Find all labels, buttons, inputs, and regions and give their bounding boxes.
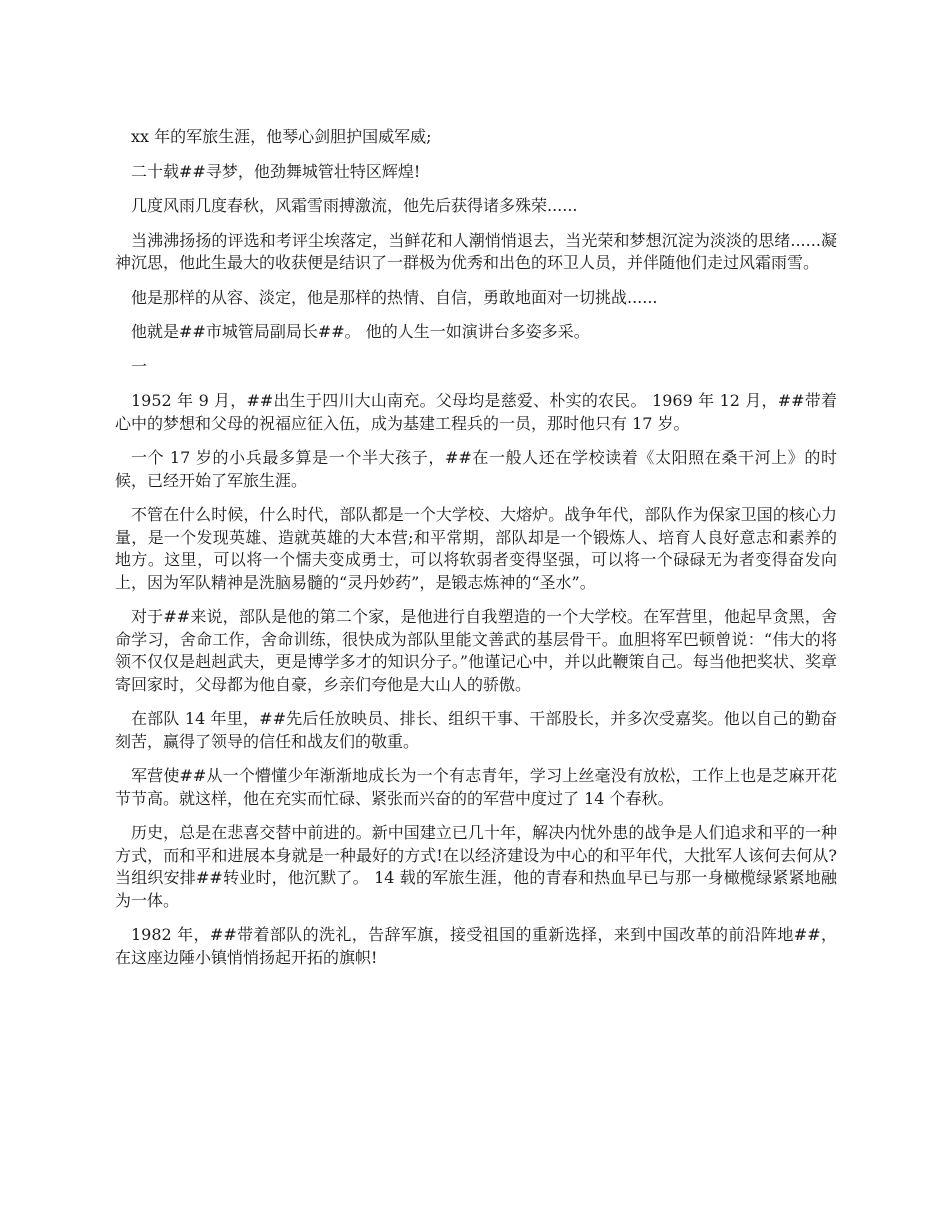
article-body (115, 126, 837, 981)
paragraph: 他是那样的从容、淡定，他是那样的热情、自信，勇敢地面对一切挑战...... (131, 287, 658, 307)
paragraph: 对于##来说，部队是他的第二个家，是他进行自我塑造的一个大学校。在军营里，他起早贪黑，舍命学习，舍命工作，舍命训练，很快成为部队里能文善武的基层骨干。血胆将军巴顿曾说：“伟大的将领不仅仅是赳赳武夫，更是博学多才的知识分子。”他谨记心中，并以此鞭策自己。每当他把奖状、奖章寄回家时，父母都为他自豪，乡亲们夸他是大山人的骄傲。 (115, 607, 837, 694)
paragraph: xx 年的军旅生涯，他琴心剑胆护国威军威; (131, 127, 432, 146)
paragraph: 当沸沸扬扬的评选和考评尘埃落定，当鲜花和人潮悄悄退去，当光荣和梦想沉淀为淡淡的思绪......凝神沉思，他此生最大的收获便是结识了一群极为优秀和出色的环卫人员，并伴随他们走过风霜雨雪。 (115, 230, 837, 272)
paragraph: 不管在什么时候，什么时代，部队都是一个大学校、大熔炉。战争年代，部队作为保家卫国的核心力量，是一个发现英雄、造就英雄的大本营;和平常期，部队却是一个锻炼人、培育人良好意志和素养的地方。这里，可以将一个懦夫变成勇士，可以将软弱者变得坚强，可以将一个碌碌无为者变得奋发向上，因为军队精神是洗脑易髓的“灵丹妙药”，是锻志炼神的“圣水”。 (115, 505, 837, 592)
paragraph: 几度风雨几度春秋，风霜雪雨搏激流，他先后获得诸多殊荣...... (131, 196, 578, 215)
section-number: 一 (131, 356, 148, 376)
paragraph: 1952 年 9 月，##出生于四川大山南充。父母均是慈爱、朴实的农民。 1969 年 12 月，##带着心中的梦想和父母的祝福应征入伍，成为基建工程兵的一员，那时他只有 17 岁。 (115, 391, 837, 433)
paragraph: 在部队 14 年里，##先后任放映员、排长、组织干事、干部股长，并多次受嘉奖。他以自己的勤奋刻苦，赢得了领导的信任和战友们的敬重。 (115, 709, 837, 751)
paragraph: 历史，总是在悲喜交替中前进的。新中国建立已几十年，解决内忧外患的战争是人们追求和平的一种方式，而和平和进展本身就是一种最好的方式!在以经济建设为中心的和平年代，大批军人该何去何从?当组织安排##转业时，他沉默了。 14 载的军旅生涯，他的青春和热血早已与那一身橄榄绿紧紧地融为一体。 (115, 823, 837, 910)
paragraph: 军营使##从一个懵懂少年渐渐地成长为一个有志青年，学习上丝毫没有放松，工作上也是芝麻开花节节高。就这样，他在充实而忙碌、紧张而兴奋的的军营中度过了 14 个春秋。 (115, 766, 837, 808)
paragraph: 二十载##寻梦，他劲舞城管壮特区辉煌! (131, 161, 421, 181)
paragraph: 一个 17 岁的小兵最多算是一个半大孩子，##在一般人还在学校读着《太阳照在桑干河上》的时候，已经开始了军旅生涯。 (115, 448, 837, 490)
paragraph: 1982 年，##带着部队的洗礼，告辞军旗，接受祖国的重新选择，来到中国改革的前沿阵地##，在这座边陲小镇悄悄扬起开拓的旗帜! (115, 925, 837, 967)
paragraph: 他就是##市城管局副局长##。 他的人生一如演讲台多姿多采。 (131, 322, 590, 341)
